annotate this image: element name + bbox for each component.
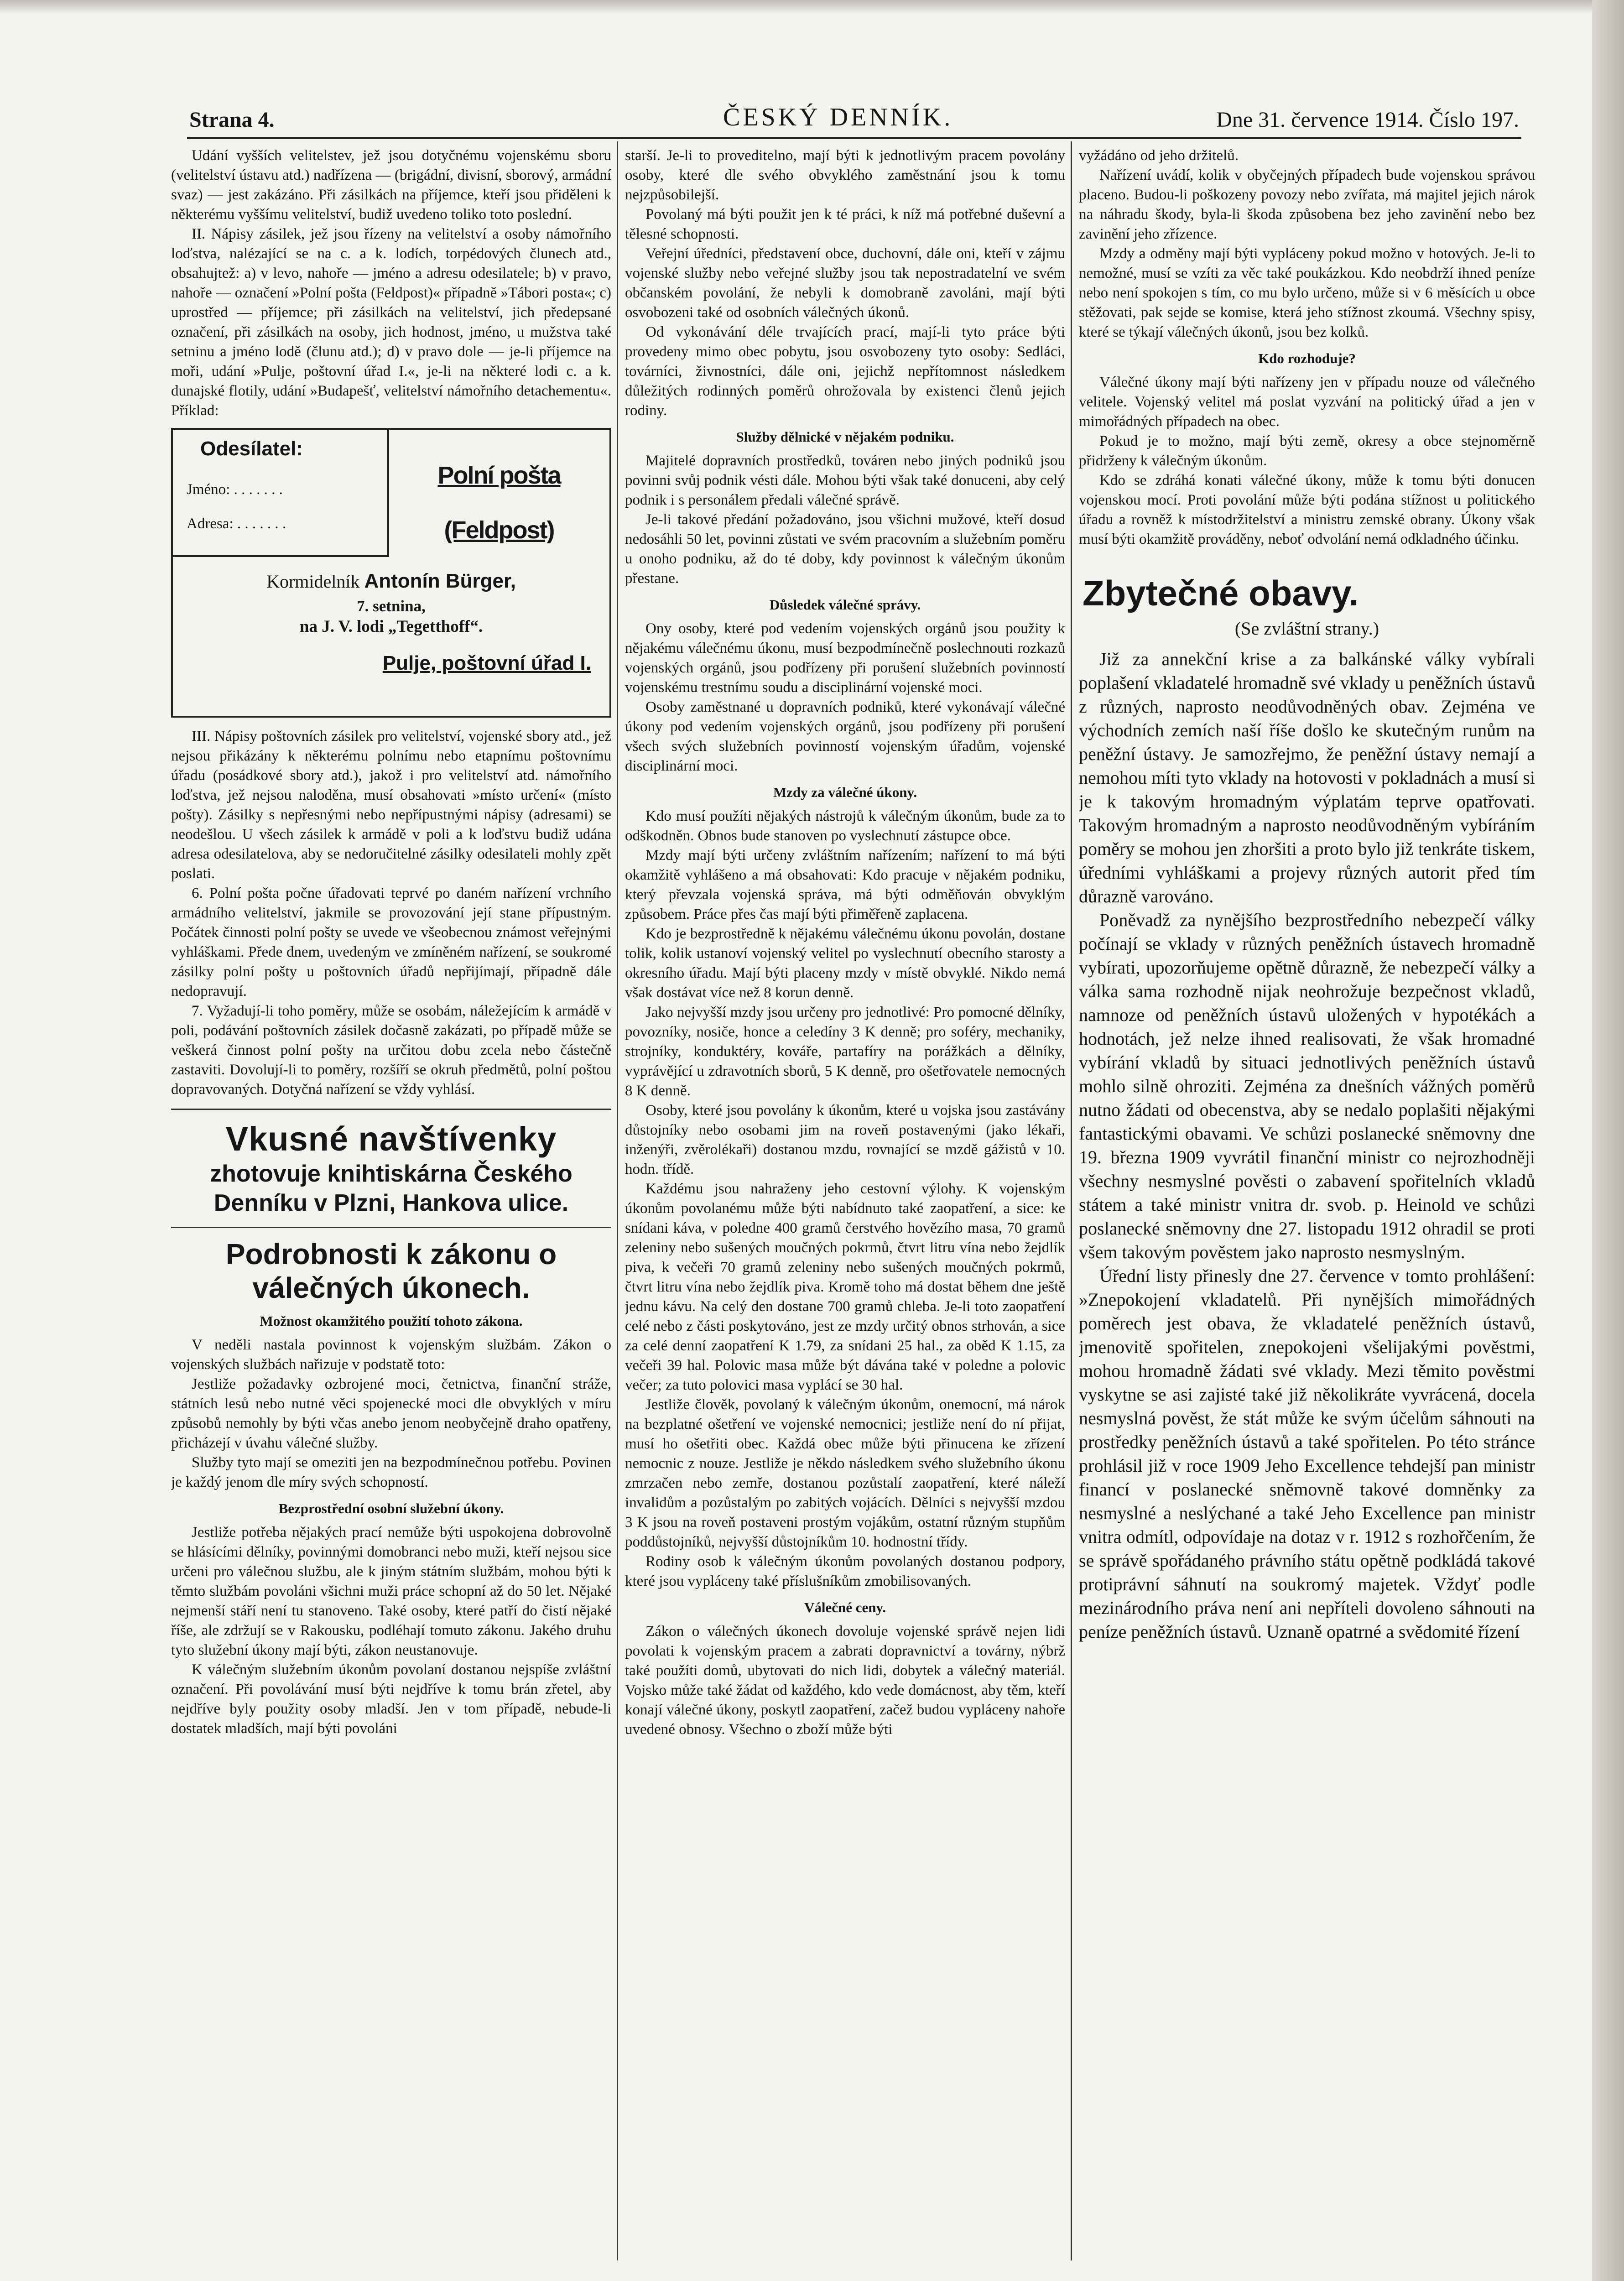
paragraph: 6. Polní pošta počne úřadovati teprvé po daném nařízení vrchního armádního velitelství, jakmile se provozování její stane přípustným. Počátek činnosti polní pošty se uvede ve všeobecnou známost veřejnými vyhláškami. Přede dnem, uvedeným ve zmíněném nařízení, se soukromé zásilky polní pošty u poštovních úřadů nepřijímají, případně dále nedopravují.	[171, 885, 611, 1000]
sender-address-line: Adresa: . . . . . . .	[187, 516, 286, 532]
paragraph: Je-li takové předání požadováno, jsou všichni mužové, kteří dosud nedosáhli 50 let, povinni zůstati ve svém pracovním a služebním poměru u onoho podniku, až do té doby, kdy povinnost k válečným úkonům přestane.	[625, 511, 1065, 587]
article-subtitle: (Se zvláštní strany.)	[1234, 618, 1379, 639]
recipient-post-office: Pulje, poštovní úřad I.	[382, 652, 591, 674]
advertisement-title: Vkusné navštívenky	[225, 1120, 557, 1158]
sender-label: Odesílatel:	[200, 437, 303, 460]
paragraph: Osoby, které jsou povolány k úkonům, které u vojska jsou zastávány důstojníky nebo osobami jim na roveň postavenými (jako lékaři, inženýři, zvěrolékaři) dostanou mzdu, rovnající se mzdě gážistů v 10. hodn. třídě.	[625, 1102, 1065, 1177]
advertisement-text: zhotovuje knihtiskárna Českého Denníku v Plzni, Hankova ulice.	[210, 1161, 573, 1216]
article-title: Zbytečné obavy.	[1083, 573, 1359, 613]
section-heading: Mzdy za válečné úkony.	[773, 784, 917, 800]
section-heading: Důsledek válečné správy.	[769, 597, 921, 613]
paragraph: Jestliže požadavky ozbrojené moci, četnictva, finanční stráže, státních lesů nebo nutné věci spojenecké moci dle obvyklých v míru způsobů nemohly by býti včas anebo jenom neobyčejně draho opatřeny, přicházejí v úvahu válečné služby.	[171, 1376, 611, 1451]
paragraph: Jestliže člověk, povolaný k válečným úkonům, onemocní, má nárok na bezplatné ošetření ve vojenské nemocnici; jestliže není do ní přijat, musí ho ošetřiti obec. Každá obec může býti přinucena ke zřízení nemocnic z nouze. Jestliže je někdo následkem svého služebního úkonu zmrzačen nebo zemře, dostanou pozůstalí zaopatření, které náleží invalidům a pozůstalým po zabitých vojácích. Dělníci s nejvyšší mzdou 3 K jsou na roveň postaveni prostým vojákům, ostatní různým stupňům poddůstojníků, nejvyšší důstojníkům 10. hodnostní třídy.	[625, 1396, 1065, 1550]
paragraph: Osoby zaměstnané u dopravních podniků, které vykonávají válečné úkony pod vedením vojenských orgánů, jsou podřízeny při porušení všech svých služebních povinností vojenským úřadům, vojenské disciplinární moci.	[625, 699, 1065, 774]
paragraph: Zákon o válečných úkonech dovoluje vojenské správě nejen lidi povolati k vojenským pracem a zabrati dopravnictví a továrny, nýbrž také použíti domů, ubytovati do nich lidi, dobytek a válečný materiál. Vojsko může také žádat od každého, kdo vede domácnost, aby těm, kteří konají válečné úkony, poskytl zaopatření, začež budou vypláceny nahoře uvedené obnosy. Všechno o zboží může býti	[625, 1623, 1065, 1738]
paragraph: Válečné úkony mají býti nařízeny jen v případu nouze od válečného velitele. Vojenský velitel má poslat vyzvání na politický úřad a jen v mimořádných případech na obec.	[1079, 374, 1535, 430]
paragraph: II. Nápisy zásilek, jež jsou řízeny na velitelství a osoby námořního loďstva, nalézající se na c. a k. lodích, torpédových člunech atd., obsahujtež: a) v levo, nahoře — jméno a adresu odesilatele; b) v pravo, nahoře — označení »Polní pošta (Feldpost)« případně »Tábori posta«; c) uprostřed — příjemce; při zásilkách na velitelství, jich předepsané označení, při zásilkách na osoby, jich hodnost, jméno, u mužstva také setninu a jméno lodě (člunu atd.); d) v pravo dole — je-li příjemce na moři, udání »Pulje, poštovní úřad I.«, je-li na některé lodi c. a k. dunajské flotily, udání »Budapešť, velitelství námořního detachementu«. Příklad:	[171, 226, 611, 419]
recipient-rank: Kormidelník	[266, 571, 360, 592]
masthead: ČESKÝ DENNÍK.	[723, 103, 953, 131]
paragraph: Již za annekční krise a za balkánské války vybírali poplašení vkladatelé hromadně své vklady u peněžních ústavů z různých, naprosto neodůvodněných obav. Zejména ve východních zemích naší říše došlo ke skutečným runům na peněžní ústavy. Je samozřejmo, že peněžní ústavy nemají a nemohou míti tyto vklady na hotovosti v pokladnách a musí si je k takovým hromadným výplatám teprve opatřovati. Takovým hromadným a naprosto neodůvodněným vybíráním poměry se mohou jen zhoršiti a proto bylo již tenkráte tiskem, úředními vyhláškami a projevy různých autorit před tím důrazně varováno.	[1079, 649, 1535, 906]
recipient-name: Antonín Bürger,	[364, 570, 516, 592]
page-right-edge	[1592, 0, 1624, 2281]
paragraph: Povolaný má býti použit jen k té práci, k níž má potřebné duševní a tělesné schopnosti.	[625, 206, 1065, 242]
paragraph: Poněvadž za nynějšího bezprostředního nebezpečí války počínají se vklady v různých peněžních ústavech hromadně vybírati, upozorňujeme opětně důrazně, že nebezpečí války a válka sama rozhodně nijak neohrožuje bezpečnost vkladů, namnoze od peněžních ústavů uložených v hypotékách a hodnotách, jež nelze ihned realisovati, že však hromadné vybírání vkladů by situaci jednotlivých peněžních ústavů mohlo silně ohroziti. Zejména za dnešních vážných poměrů nutno žádati od obecenstva, aby se nedalo poplašiti nějakými fantastickými obavami. Ve schůzi poslanecké sněmovny dne 19. března 1909 vyvrátil finanční ministr co nejrozhodněji všechny nesmyslné pověsti o zabavení spořitelních vkladů státem a také ministr vnitra dr. svob. p. Heinold ve schůzi poslanecké sněmovny dne 27. listopadu 1912 ohradil se proti všem takovým pověstem jako naprosto nesmyslným.	[1079, 910, 1535, 1262]
page-top-shadow	[0, 0, 1624, 14]
page-number: Strana 4.	[189, 108, 275, 132]
column-3	[1079, 146, 1535, 2260]
article-title: Podrobnosti k zákonu o válečných úkonech.	[225, 1238, 557, 1304]
field-post-label: Polní pošta (Feldpost)	[437, 462, 561, 544]
paragraph: Služby tyto mají se omeziti jen na bezpodmínečnou potřebu. Povinen je každý jenom dle míry svých schopností.	[171, 1454, 611, 1490]
paragraph: Od vykonávání déle trvajících prací, mají-li tyto práce býti provedeny mimo obec pobytu, jsou osvobozeny tyto osoby: Sedláci, továrníci, živnostníci, dále oni, jejichž nepřítomnost následkem důležitých rodinných poměrů ohrožovala by existenci členů jejich rodiny.	[625, 324, 1065, 419]
column-2	[625, 146, 1065, 2260]
issue-date: Dne 31. července 1914. Číslo 197.	[1216, 108, 1519, 132]
paragraph: Kdo musí použíti nějakých nástrojů k válečným úkonům, bude za to odškodněn. Obnos bude stanoven po vyslechnutí zástupce obce.	[625, 808, 1065, 844]
section-heading: Kdo rozhoduje?	[1258, 350, 1356, 366]
recipient-ship: na J. V. lodi „Tegetthoff“.	[299, 617, 483, 636]
paragraph: Rodiny osob k válečným úkonům povolaných dostanou podpory, které jsou vypláceny také příslušníkům zmobilisovaných.	[625, 1553, 1065, 1589]
paragraph: 7. Vyžadují-li toho poměry, může se osobám, náležejícím k armádě v poli, podávání poštovních zásilek dočasně zakázati, po případě může se veškerá činnost polní pošty na určitou dobu zcela nebo částečně zastaviti. Dovolují-li to poměry, rozšíří se okruh předmětů, polní poštou dopravovaných. Dotyčná nařízení se vždy vyhlásí.	[171, 1003, 611, 1098]
paragraph: Udání vyšších velitelstev, jež jsou dotyčnému vojenskému sboru (velitelství ústavu atd.) nadřízena — (brigádní, divisní, sborový, armádní svaz) — jest zakázáno. Při zásilkách na příjemce, kteří jsou přiděleni k některému vyššímu velitelství, budiž uvedeno toliko toto poslední.	[171, 147, 611, 223]
paragraph: Kdo se zdráhá konati válečné úkony, může k tomu býti donucen vojenskou mocí. Proti povolání může býti podána stížnost u politického úřadu a rovněž k místodržitelství a ministru zemské obrany. Úkony však musí býti okamžitě prováděny, neboť odvolání nemá odkladného účinku.	[1079, 472, 1535, 547]
header-rule	[187, 137, 1521, 139]
recipient-unit: 7. setnina,	[357, 597, 426, 615]
paragraph: Mzdy mají býti určeny zvláštním nařízením; nařízení to má býti okamžitě vyhlášeno a má obsahovati: Kdo pracuje v nějakém podniku, který převzala vojenská správa, má býti odměňován obvyklým způsobem. Práce přes čas mají býti přiměřeně zaplacena.	[625, 847, 1065, 922]
column-rule-1	[617, 141, 618, 2260]
paragraph: Nařízení uvádí, kolik v obyčejných případech bude vojenskou správou placeno. Budou-li poškozeny povozy nebo zvířata, má majitel jejich nárok na náhradu škody, byla-li škoda způsobena bez jeho zavinění nebo bez zavinění jeho zřízence.	[1079, 167, 1535, 242]
section-divider	[171, 1227, 611, 1228]
section-heading: Válečné ceny.	[804, 1599, 886, 1615]
address-example-box	[171, 428, 611, 718]
sender-box	[173, 430, 389, 557]
paragraph: starší. Je-li to proveditelno, mají býti k jednotlivým pracem povolány osoby, které dle svého obvyklého zaměstnání jsou k tomu nejzpůsobilejší.	[625, 147, 1065, 203]
paragraph: Každému jsou nahraženy jeho cestovní výlohy. K vojenským úkonům povolanému může býti nabídnuto také zaopatření, a sice: ke snídani káva, v poledne 400 gramů čerstvého hovězího masa, 70 gramů zeleniny nebo sušených moučných pokrmů, čtvrt litru vína nebo žejdlík piva, k večeři 70 gramů zeleniny nebo sušených moučných pokrmů, čtvrt litru vína nebo žejdlík piva. Kromě toho má dostat během dne ještě jednu kávu. Na celý den dostane 700 gramů chleba. Je-li toto zaopatření celé nebo z části poskytováno, jest ze mzdy určitý obnos strhován, a sice za celé denní zaopatření K 1.79, za snídani 25 hal., za oběd K 1.15, za večeři 39 hal. Polovic masa může být dávána také v poledne a polovic večer; za tuto polovici masa vyplácí se 30 hal.	[625, 1181, 1065, 1393]
paragraph: vyžádáno od jeho držitelů.	[1079, 147, 1239, 164]
paragraph: V neděli nastala povinnost k vojenským službám. Zákon o vojenských službách nařizuje v podstatě toto:	[171, 1337, 611, 1373]
paragraph: Úřední listy přinesly dne 27. července v tomto prohlášení: »Znepokojení vkladatelů. Při nynějších mimořádných poměrech jest obava, že vkladatelé peněžních ústavů, jmenovitě spořitelen, znepokojeni všelijakými pověstmi, mohou hromadně žádati své vklady. Mezi těmito pověstmi vyskytne se asi zajisté také již několikráte vyvrácená, docela nesmyslná pověst, že stát může ke svým účelům sáhnouti na prostředky peněžních ústavů a také spořitelen. Po této stránce prohlásil již v roce 1909 Jeho Excellence tehdejší pan ministr financí v poslanecké sněmovně takové domněnky za nesmyslné a neslýchané a také Jeho Excellence pan ministr vnitra odmítl, odpovídaje na dotaz v r. 1912 s rozhořčením, že se správě spořádaného právního státu opětně podkládá takové protiprávní sáhnutí na soukromý majetek. Vždyť podle mezinárodního práva není ani nepříteli dovoleno sáhnouti na peníze peněžních ústavů. Uznaně opatrné a svědomité řízení	[1079, 1265, 1535, 1642]
column-rule-2	[1071, 141, 1072, 2260]
recipient-line	[173, 571, 609, 591]
paragraph: K válečným služebním úkonům povolaní dostanou nejspíše zvláštní označení. Při povolávání musí býti nejdříve k tomu brán zřetel, aby nejdříve byly použity osoby mladší. Jen v tom případě, nebude-li dostatek mladších, mají býti povoláni	[171, 1661, 611, 1737]
advertisement	[171, 1119, 611, 1218]
section-divider	[171, 1109, 611, 1110]
article-subtitle: Možnost okamžitého použití tohoto zákona.	[260, 1313, 523, 1329]
paragraph: Jako nejvyšší mzdy jsou určeny pro jednotlivé: Pro pomocné dělníky, povozníky, nosiče, honce a celedíny 3 K denně; pro soféry, mechaniky, strojníky, konduktéry, kováře, partafíry na porážkách a dělníky, vyprávějící u zdravotních sborů, 5 K denně, pro ošetřovatele nemocných 8 K denně.	[625, 1004, 1065, 1099]
paragraph: Jestliže potřeba nějakých prací nemůže býti uspokojena dobrovolně se hlásícími dělníky, povinnými domobranci nebo muži, kteří nejsou sice určeni pro válečnou službu, ale k jiným státním službám, mohou býti k těmto službám povoláni všichni muži práce schopní až do 50 let. Nějaké nejmenší stáří není tu stanoveno. Také osoby, které patří do čistí nějaké říše, ale zdržují se v Rakousku, podléhají tomuto zákonu. Jakého druhu tyto služební úkony mají býti, zákon neustanovuje.	[171, 1524, 611, 1658]
paragraph: III. Nápisy poštovních zásilek pro velitelství, vojenské sbory atd., jež nejsou přikázány k některému polnímu nebo etapnímu poštovnímu úřadu (posádkové sbory atd.), jakož i pro velitelství atd. námořního loďstva, jež nejsou naloděna, musí obsahovati »místo určení« (místo pošty). Zásilky s nepřesnými nebo nepřípustnými nápisy (adresami) se neodešlou. U všech zásilek k armádě v poli a k loďstvu budiž udána adresa odesilatelova, aby se nedoručitelné zásilky odesilateli mohly zpět poslati.	[171, 728, 611, 882]
column-1	[171, 146, 611, 2260]
paragraph: Kdo je bezprostředně k nějakému válečnému úkonu povolán, dostane tolik, kolik ustanoví vojenský velitel po vyslechnutí obecního starosty a okresního úřadu. Mají býti placeny mzdy v místě obvyklé. Nikdo nemá však dostávat více než 8 korun denně.	[625, 926, 1065, 1001]
paragraph: Mzdy a odměny mají býti vypláceny pokud možno v hotových. Je-li to nemožné, musí se vzíti za věc také poukázkou. Kdo neobdrží ihned peníze nebo není spokojen s tím, co mu bylo určeno, může si v 6 měsících u obce stěžovati, pak sejde se komise, která jeho stížnost zkoumá. Všechny spisy, které se týkají válečných úkonů, jsou bez kolků.	[1079, 245, 1535, 340]
paragraph: Pokud je to možno, mají býti země, okresy a obce stejnoměrně přidrženy k válečným úkonům.	[1079, 433, 1535, 469]
paragraph: Ony osoby, které pod vedením vojenských orgánů jsou použity k nějakému válečnému úkonu, musí bezpodmínečně poslechnouti rozkazů vojenských orgánů, jsou podřízeny při porušení služebních povinností vojenskému trestnímu soudu a disciplinární vojenské moci.	[625, 620, 1065, 696]
section-heading: Bezprostřední osobní služební úkony.	[278, 1500, 504, 1516]
sender-name-line: Jméno: . . . . . . .	[187, 481, 283, 498]
page-header	[189, 103, 1519, 137]
section-heading: Služby dělnické v nějakém podniku.	[736, 429, 954, 445]
paragraph: Majitelé dopravních prostředků, továren nebo jiných podniků jsou povinni svůj podnik vésti dále. Mohou býti však také donuceni, aby celý podnik i s personálem předali válečné správě.	[625, 453, 1065, 508]
paragraph: Veřejní úředníci, představení obce, duchovní, dále oni, kteří v zájmu vojenské služby nebo veřejné služby jsou tak nepostradatelní ve svém občanském povolání, že nebyli k domobraně zavoláni, mají býti osvobozeni také od osobních válečných úkonů.	[625, 245, 1065, 321]
